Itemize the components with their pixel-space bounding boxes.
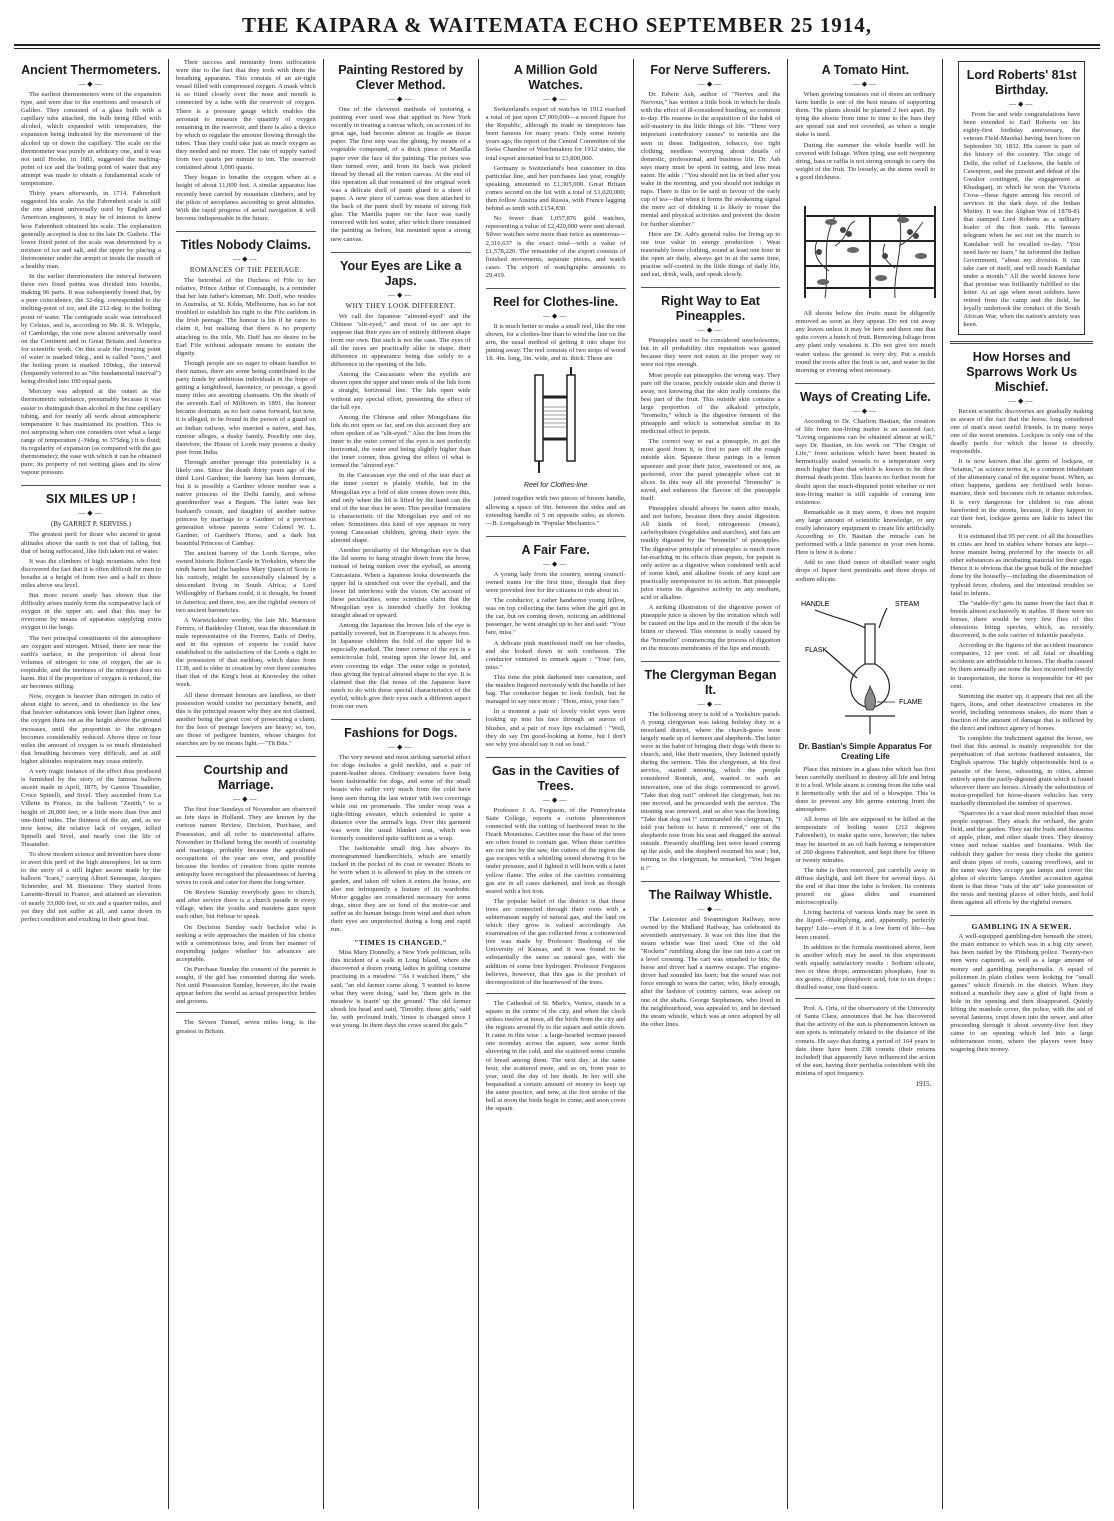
paragraph: A very tragic instance of the effect thus produced is furnished by the story of the famous balloon ascent made in April, 1875, by Gaston Tissandier, Croce Spinelli, and Sivel. They ascended from La Villette in France, in the balloon "Zenith," to a height of 28,000 feet, or a little more than five and one-third miles. The thinness of the air, and, as we now know, the relative lack of oxygen, killed Spinelli and Sivel, and nearly cost the life of Tissandier. xyxy=(21,768,161,848)
paragraph: Among the Caucasians when the eyelids are drawn open the upper and inner ends of the lids form a straight, horizontal line. The lids open wide without any special effort, presenting the effect of the full eye. xyxy=(330,371,471,411)
divider xyxy=(641,881,781,882)
divider xyxy=(486,757,626,758)
article-tomato-hint xyxy=(795,63,935,375)
paragraph: From far and wide congratulations have been extended to Earl Roberts on his eighty-first birthday anniversary, the veteran Field-Marshal having been born on September 30, 1832. His career is part of the history of the country. The siege of Delhi, the relief of Lucknow, the battle of Cawnpore, and the pursuit and defeat of the Gwalior contingent, the engagement at Khudaganj, in which he won the Victoria Cross—these figure among his record of services in the dark days of the Indian Mutiny. It was the Afghan War of 1878-81 that stamped Lord Roberts as a military leader of the first rank. His famous telegram when he set out on the march to Kandahar will be recalled to-day. "You need have no fears," he informed the Indian Government, "about my division. It can take care of itself, and will reach Kandahar under a month." All the world knows how that promise was brilliantly fulfilled to the letter. At an age when most soldiers have retired from the camp and the field, he loyally undertook the conduct of the South African War, when the nation's anxiety was keen. xyxy=(963,111,1081,329)
article-million-gold-watches xyxy=(486,63,626,280)
article-clergyman xyxy=(641,668,781,873)
article-your-eyes xyxy=(331,259,471,712)
column-6 xyxy=(788,59,943,1509)
paragraph: Pineapples should always be eaten after meals, and not before, because then they assist digestion. All kinds of food, nitrogenous (meats), carbohydrates (vegetables and starches), and fats are readily digested by the "bromelin" of pineapples. The digestive principle of pineapples is much more far-reaching in its effects than pepsin, for pepsin is only active as a digestive when combined with acid of some kind, and alkaline foods of any kind are practically unresponsive to its action. But pineapple juice exerts its digestive activity in any medium, acid or alkaline. xyxy=(640,505,781,602)
paragraph: Among the Chinese and other Mongolians the lids do not open so far, and on this account they are often spoken of as "slit-eyed." Also the line from the inner to the outer corner of the eyes is not perfectly horizontal, the outer end being slightly higher than the inner corner, thus giving the effect of what is termed the "almond eye." xyxy=(330,413,471,470)
paragraph: The betrothal of the Duchess of Fife to her relative, Prince Arthur of Connaught, is a reminder that her late father's kinsman, Mr. Duff, who resides in Australia, at St. Kilda, Melbourne, has so far not troubled to establish his right to the Fife earldom in the Irish peerage. The honour is his if he cares to claim it, but realising that there is no property attaching to the title, Mr. Duff has no desire to be Earl Fife without adequate means to sustain the dignity. xyxy=(175,276,316,357)
paragraph: Remarkable as it may seem, it does not require any large amount of scientific knowledge, or any costly laboratory equipment to create life artificially. According to Dr. Bastian the miracle can be performed with a little patience in your own home. Here is how it is done : xyxy=(795,508,936,557)
paragraph: All these dormant honours are landless, so their possession would confer no pecuniary benefit, and this is the principal reason why they are not claimed, another being the great cost of prosecuting a claim, for the fees of peerage lawyers are heavy; so, too, are those of pedigree hunters, whose charges for searches are by no means light.—"Tit Bits." xyxy=(175,691,316,748)
paragraph: A well-equipped gambling-den beneath the street, the main entrance to which was in a big city sewer, has been raided by the Pittsburg police. Twenty-two men were captured, as well as a large amount of money and gambling paraphernalia. A squad of policemen in plain clothes were looking for "small games" which flourish in the district. When they noticed a manhole they saw a glint of light from a hole in the opening and then disappeared. Quietly lifting the manhole cover, the police, with the aid of several lanterns, crept down into the sewer, and after proceeding through it about seventy-five feet they came to an opening which led into a large subterranean room, where the players were busy wagering their money. xyxy=(950,933,1094,1054)
article-lord-roberts xyxy=(958,61,1085,335)
headline: A Million Gold Watches. xyxy=(513,63,598,92)
paragraph: According to the figures of the accident insurance companies, 12 per cent. of all fatal or disabling accidents are attributable to horses. The deaths caused by them annually are none the less incurred indirectly to transportation, the horse is responsible for 40 per cent. xyxy=(950,642,1094,690)
paragraph: During the summer the whole hurdle will be covered with foliage. When tying, use soft twopenny string, bass or raffia is not strong enough to carry the weight of the fruit. Tie loosely, as the stems swell to a good thickness. xyxy=(795,141,936,181)
article-gambling-in-sewer xyxy=(950,922,1093,1054)
paragraph: But more recent study has shown that the difficulty arises mainly from the comparative lack of oxygen in the upper air, and that this may be overcome by means of apparatus supplying extra oxygen to the lungs. xyxy=(21,592,161,632)
headline: A Fair Fare. xyxy=(521,542,590,557)
paragraph: On Decision Sunday each bachelor who is seeking a wife approaches the maiden of his choice with a ceremonious bow, and from her manner of responding judges whether his advances are acceptable. xyxy=(175,923,316,963)
paragraph: A young lady from the country, seeing council-owned trams for the first time, thought that they were provided free for the citizens to ride about in. xyxy=(485,570,626,594)
paragraph: "Sparrows do a vast deal more mischief than most people suppose. They attack the orchard, the grain field, and the garden. They eat the buds and blossoms of apple, plum, and other shade trees. They destroy vines and refuse stables and fountains. With the rubbish they gather for nests they choke the gutters and drain pipes of roofs, causing overflows, and in the same way they occupy gas lamps and cover the globes of electric lamps. Another accusation against them is that these "rats of the air" take possession of the nests and nesting places of other birds, and hold them against all efforts by the rightful owners. xyxy=(950,810,1094,907)
article-ancient-thermometers xyxy=(21,63,161,477)
paragraph: According to Dr. Charlton Bastian, the creation of life from non-living matter is an assured fact. "Living organisms can be obtained almost at will," says Dr. Bastian, in his work on "The Origin of Life," from solutions which have been heated in hermetically sealed vessels to a temperature very much higher than that which is known to be their thermal death point. This leaves no further room for doubt upon the much-disputed point whether or not non-living matter is still capable of coming into existence. xyxy=(795,417,936,506)
headline: Ways of Creating Life. xyxy=(799,389,931,404)
divider xyxy=(331,252,471,253)
headline: Titles Nobody Claims. xyxy=(180,237,312,252)
paragraph: Germany is Switzerland's best customer in this particular line, and her purchases last year, roughly speaking, amounted to £1,305,000. Great Britain comes second on the list with a total of £1,020,000; then follow Austria and Russia, with France lagging behind as tenth with £154,830. xyxy=(485,164,626,213)
clothes-reel-illustration xyxy=(511,367,601,477)
paragraph: A Warwickshire worthy, the late Mr. Marmion Ferrers, of Baddesley Clinton, was the descendant in male representative of the Ferrers, Earls of Derby, and in the opinion of experts he could have established to the satisfaction of the Lords a right to the possession of that earldom, which dates from 1138, and is older in creation by over three centuries than that of the King's host at Knowsley the other week. xyxy=(175,616,316,689)
paragraph: On Purchase Sunday the consent of the parents is sought, if the girl has consented during the week. Not until Possession Sunday, however, do the twain appear before the world as actual prospective brides and grooms. xyxy=(175,966,316,1006)
column-3 xyxy=(324,59,479,1509)
paragraph: Thirty years afterwards, in 1714, Fahrenheit suggested his scale. As the Fahrenheit scale is still the one almost universally used by English and American engineers, it may be of interest to know how Fahrenheit obtained his scale. The explanation generally accepted is due to the late Dr. Guthrie. The lower fixed point of the scale was determined by a mixture of ice and salt, and the upper by placing a thermometer under the armpit or inside the mouth of a healthy man. xyxy=(21,190,161,270)
paragraph: The greatest peril for those who ascend to great altitudes above the earth is not that of falling, but that of being suffocated, like fish taken out of water. xyxy=(21,531,161,555)
article-gas-in-trees xyxy=(486,764,626,1113)
divider xyxy=(795,383,935,384)
article-fashions-for-dogs xyxy=(331,726,471,1030)
headline: How Horses and Sparrows Work Us Mischief. xyxy=(966,349,1078,394)
byline: (By GARRET P. SERVISS.) xyxy=(50,520,131,529)
ornament xyxy=(331,743,471,751)
paragraph: Dr. Edwin Ash, author of "Nerves and the Nervous," has written a little book in which he deals with the effect of ill-considered hustling, so common to-day. His reasons to the acquisition of the habit of self-mastery in the little things of life. "Three very important contributory causes" to neuritis are the seen in these. Indigestion, tobacco, too tight clothing, needless worrying about details of domestic, professional, and business life. Dr. Ash says many must be spent in eating, and less meat eaten. He adds : "You should not lie in bed after you wake in the morning, and you should not indulge in naps. There is this to be said in favour of the early cup of tea—that when it forms the awakening signal the mere act of drinking it is likely to rouse the mental and physical activities and prevent the desire for further slumber." xyxy=(640,91,781,228)
label-flask: FLASK xyxy=(805,646,828,654)
paragraph: This time the pink darkened into carnation, and the maiden fingered nervously with the handle of her bag. The conductor began to look foolish, but he managed to say once more : "Hem, miss, your fare." xyxy=(485,673,626,706)
headline: A Tomato Hint. xyxy=(821,63,910,77)
paragraph: Though people are so eager to obtain handles to their names, there are some being contributed to the party funds by ambitious individuals in the hope of getting a knighthood, baronetcy, or peerage, a good many titles are awaiting claimants. On the death of the seventh Earl of Milltown in 1891, the honour became dormant, as no heir came forward, but now, it is alleged, to be found in the person of a guard on an Indian railway, who married a native, and has, rumour alleges, a dusky family. Possibly one day, therefore, the House of Lords may possess a dusky peer from India. xyxy=(175,359,316,456)
article-reel-for-clothes-line xyxy=(486,295,626,528)
ornament xyxy=(331,291,471,299)
paragraph: The following story is told of a Yorkshire parish. A young clergyman was taking holiday duty in a moorland district, where the church-goers were largely made up of farmers and shepherds. The latter were in the habit of bringing their dogs with them to church, and, like their masters, they listened quietly during the sermon. This the clergyman, at his first service, started intoning, which the people considered Romish, and, wanted to such an innovation, one of the dogs commenced to growl. "Take that dog out!" ordered the clergyman, but no one moved, and he proceeded with the service. The intoning was renewed, and so also was the howling. "Take that dog out !" commanded the clergyman, "I told you before to have it removed," one of the shepherds rose from his seat and dragged the animal outside. Presently shuffling feet were heard coming up the aisle, and the shepherd resumed his seat ; but, turning to the clergyman, he remarked, "You began it !" xyxy=(640,710,781,872)
ornament xyxy=(641,80,781,88)
paragraph: Among the Japanese the brown lids of the eye is partially covered, but in Europeans it is always free. In Japanese children the fold of the upper lid is especially marked. The inner corner of the eye is a semicircular fold, resting upon the lower lid, and even covering its edge. The outer edge is pointed, thus giving the typical almond shape to the eye. It is claimed that the flat noses of the Japanese have much to do with these special characteristics of the eyelid, which give their eyes such a different aspect from our own. xyxy=(330,622,471,710)
article-a-fair-fare xyxy=(486,543,626,749)
divider xyxy=(950,341,1093,344)
apparatus-illustration xyxy=(795,588,943,738)
divider xyxy=(176,756,316,757)
paragraph: It was the climbers of high mountains who first discovered the fact that it is often difficult for men to breathe at a height of from two and a half to three miles above sea level. xyxy=(21,557,161,589)
paragraph: Professor J. A. Ferguson, of the Pennsylvania State College, reports a curious phenomenon connected with the cutting of hardwood trees in the Ozark Mountains. Cavities near the base of the trees are often found to contain gas. When these cavities are cut into by the saw, the cutters of the region the gas escapes with a whistling sound showing it to be under pressure, and if lighted it will burn with a faint yellow flame. The sides of the cavities containing gas are in all cases darkened, and look as though seared with a hot iron. xyxy=(485,806,626,895)
divider xyxy=(21,485,161,486)
paragraph: To complete the indictment against the horse, we find that this animal is mainly responsible for the perpetuation of that serious feathered nuisance, the English sparrow. The highly objectionable bird is a parasite of the horse, subsisting, in cities, almost entirely upon the partly-digested grain which is found wherever there are horses. Already the substitution of motor-propelled for horse-drawn vehicles has very markedly diminished the number of sparrows. xyxy=(950,735,1094,807)
paragraph: A striking illustration of the digestive power of pineapple juice is shown by the irritation which will be caused on the lips and in the mouth if the skin be bitten or chewed. This soreness is really caused by the "bromelin" commencing the process of digestion on the mucous membranes of the lips and mouth. xyxy=(640,604,781,652)
article-railway-whistle xyxy=(641,888,781,1029)
paragraph: They began to breathe the oxygen when at a height of about 11,000 feet. A similar apparatus has recently been carried by mountain climbers, and by the pilots of aeroplanes ascending to great altitudes. With the rapid progress of aerial navigation it will become indispensable in the future. xyxy=(175,174,316,222)
divider xyxy=(641,661,781,662)
paragraph: The first four Sundays of November are observed as fete days in Holland. They are known by the curious names Review, Decision, Purchase, and Possession, and all refer to matrimonial affairs. November in Holland being the month of courtship and marriage, probably because the agricultural occupations of the year are over, and possibly because the hordes of creation from quite remote antiquity have recognised the pleasantness of having wives to cook and cater for them the long winter. xyxy=(175,806,316,887)
paragraph: It is much better to make a small reel, like the one shown, for a clothes-line than to wind the line on the arm, the usual method of getting it into shape for putting away. The reel consists of two strips of wood 1ft. 4in. long, 3in. wide, and in. thick. These are xyxy=(485,322,626,363)
ornament xyxy=(21,509,161,517)
headline: GAMBLING IN A SEWER. xyxy=(971,922,1072,932)
paragraph: Their success and immunity from suffocation were due to the fact that they took with them the breathing apparatus. This consists of an air-tight vessel filled with compressed oxygen. A mask which is so fitted closely over the nose and mouth is connected by a tube with the reservoir of oxygen. There is a pressure gauge which enables the aeronaut to measure the quantity of oxygen remaining in the reservoir, and there is also a device by which to regulate the amount flowing through the tubes. Thus they could take just as much oxygen as they needed and no more. The rate of supply varied from two quarts per minute to ten. The reservoir contained about 1,000 quarts. xyxy=(175,59,316,172)
headline: Courtship and Marriage. xyxy=(203,763,289,793)
masthead: THE KAIPARA & WAITEMATA ECHO SEPTEMBER 25 1914, xyxy=(241,13,873,37)
paragraph: The fashionable small dog has always its monogrammed handkerchiefs, which are smartly tucked in the pocket of its coat or sweater. Boots to be worn when it is allowed to play in the streets or garden, and taken off when it enters the house, are also not infrequently a feature of its wardrobe. Motor goggles are considered necessary for some dogs, since they are so fond of the motor-car and suffer as do human beings from wind and dust when their eyes are unprotected during a long and rapid run. xyxy=(330,845,471,934)
paragraph: It is estimated that 95 per cent. of all the houseflies in cities are bred in stables where horses are kept—horse manure being preferred by the insects to all other substances as incubating material for their eggs. Hence it is obvious that the great bulk of the mischief done by the housefly—including the dissemination of typhoid fever, cholera, and the intestinal troubles so fatal to infants. xyxy=(950,532,1094,597)
paragraph: The correct way to eat a pineapple, to get the most good from it, is first to pare off the rough outside skin. Squeeze these parings in a lemon squeezer and pour their juice, sweetened or not, as preferred, over the pared pineapple when cut in slices. In this way all the powerful "bromelin" is saved, and enhances the flavour of the pineapple itself. xyxy=(640,438,781,502)
ornament xyxy=(486,95,626,103)
label-handle: HANDLE xyxy=(801,600,830,608)
paragraph: All shoots below the fruits must be diligently removed as soon as they appear. Do not cut away any leaves unless it may be here and there one that quite covers a bunch of fruit. Removing foliage from any plant only weakens it. Do not give too much water unless the ground is very dry. Put a mulch round the roots after the fruit is set, and water in the morning or evening when necessary. xyxy=(795,310,936,374)
figure-caption: Reel for Clothes-line xyxy=(523,482,588,490)
paragraph: The popular belief of the district is that these trees are connected through their roots with a subterranean supply of natural gas, and the land on which they grow is valued accordingly. An examination of the gas collected from a cottonwood tree was made by Professor Bushong of the University of Kansas, and it was found to be substantially the same as natural gas, with the addition of some free hydrogen. Professor Ferguson believes, however, that this gas is the product of decomposition of the heartwood of the trees. xyxy=(485,897,626,986)
paragraph: Switzerland's export of watches in 1912 reached a total of just upon £7,000,000—a record figure for the Republic, although its trade in timepieces has been famous for many years. Only some twenty years ago, the report of the Central Committee of the Swiss Chamber of Watchmakers for 1912 states, the total export amounted but to £3,800,000. xyxy=(485,106,626,162)
ornament xyxy=(963,100,1080,108)
headline: For Nerve Sufferers. xyxy=(650,63,771,77)
label-steam: STEAM xyxy=(895,600,920,608)
paragraph: Recent scientific discoveries are gradually making us aware of the fact that the horse, long considered one of man's most useful friends, is in many ways one of the worst enemies. Lockjaw is only one of the deadly perils for which the horse is directly responsible. xyxy=(950,407,1094,455)
paragraph: The two principal constituents of the atmosphere are oxygen and nitrogen. Mixed, there are near the earth's surface, in the proportion of about four volumes of nitrogen to one of oxygen, the air is respirable, and the inertness of the nitrogen does no harm. But if the proportion of oxygen is reduced, the air becomes stifling. xyxy=(21,634,161,691)
article-nerve-sufferers xyxy=(641,63,781,279)
figure-caption: Dr. Bastian's Simple Apparatus For Creating Life xyxy=(798,741,932,761)
divider xyxy=(795,998,935,999)
paragraph: One of the cleverest methods of restoring a painting ever used was that applied in New York recently in treating a canvas which, on account of its great age, had become almost as fragile as tissue paper. The first step was the gluing, by means of a vegetable compound, of a thick piece of Manilla paper over the face of the painting. The picture was then turned over, and from its back was picked thread by thread all the rotten canvas. At the end of this operation all that remained of the original work was a delicate shell of paint glued to a sheet of paper. A new piece of canvas was then attached to the back of the paint shell by means of strong fish glue. The Manilla paper on the face was easily removed with hot water, after which there remained the painting as before, but mounted upon a strong new canvas. xyxy=(330,106,471,243)
paragraph: Prof. A. Orta, of the observatory of the University of Santa Clara, announces that he has discovered that the activity of the sun is phenomenon known as sun spots is intimately related to the distance of the comets. He says that during a period of 164 years to date there have been 238 comets (their returns included) that apparently have influenced the action of the sun, having their perihelia coincident with the minima of spot frequency. xyxy=(795,1005,936,1077)
paragraph: The "stable-fly" gets its name from the fact that it breeds almost exclusively in stables. If there were no horses, there would be very few flies of this obnoxious biting species, which, as recently discovered, is the sole carrier of infantile paralysis. xyxy=(950,599,1094,640)
paragraph: In the Caucasian eye the end of the tear duct at the inner corner is plainly visible, but in the Mongolian eye a fold of skin comes down over this, and only when the lid is lifted by the hand can the end of the tear duct be seen. This peculiar formation is characteristic of the Mongolian eye and of no other. Sometimes this kind of eye appears in very young Caucasian children, giving their eyes the almond shape. xyxy=(330,472,471,545)
paragraph: Here are Dr. Ash's general rules for living up to our true value in energy production : Wear reasonably loose clothing, sound at least one hour in the open air daily, always get in at the same time, practise self-control in the little things of daily life, and eat, drink, walk, and speak slowly. xyxy=(640,230,781,279)
paragraph: No fewer than 1,057,876 gold watches, representing a value of £2,420,000 were sent abroad. Silver watches were more than twice as numerous—2,316,637 is the exact total—with a value of £1,578,220. The remainder of the export consists of finished movements, separate pieces, and watch cases. The export of watchgraphs amounts to 29,419. xyxy=(485,215,626,279)
ornament xyxy=(331,95,471,103)
ornament xyxy=(176,795,316,803)
paragraph: The conductor, a rather handsome young fellow, was on top collecting the fares when the girl got in the car, but on coming down, noticing an additional passenger, he went straight up to her and said: "Your fare, miss." xyxy=(485,597,626,637)
paragraph: On Review Sunday everybody goes to church, and after service there is a church parade in every village, when the youths and maidens gaze upon each other, but forbear to speak. xyxy=(175,889,316,921)
paragraph: Summing the matter up, it appears that not all the tigers, lions, and other destructive creatures in the world, including venomous snakes, do more than a fraction of the amount of damage that is inflicted by the direct and indirect agency of horses. xyxy=(950,692,1094,733)
paragraph: Living bacteria of various kinds may be seen in the liquid—multiplying, and, apparently, perfectly happy! Life—even if it is a low form of life—has been created. xyxy=(795,909,936,941)
ornament xyxy=(641,700,781,708)
article-six-miles-up xyxy=(21,492,161,923)
paragraph: Now, oxygen is heavier than nitrogen in ratio of about eight to seven, and in obedience to the law that heavier substances sink lower than lighter ones, the oxygen thins out as the height above the ground increases, until the proportion to the nitrogen becomes considerably reduced. Above three or four miles the amount of oxygen is so much diminished that breathing becomes very difficult, and at still higher altitudes respiration may cease entirely. xyxy=(21,693,161,765)
article-ways-of-creating-life xyxy=(795,390,935,1088)
headline: The Clergyman Began It. xyxy=(644,667,777,697)
paragraph: Mercury was adopted at the outset as the thermometric substance, presumably because it was easier to distinguish than alcohol in the fine capillary tubing, and for nearly all work about atmospheric temperature it has maintained its position. This is not surprising when one considers over what a large range of temperature (-39deg. to 375deg.) it is fluid; its regularity of expansion (as compared with the gas thermometer); the ease with which it can be obtained pure; its property of not wetting glass and its slow vapour pressure. xyxy=(21,388,161,477)
headline: Lord Roberts' 81st Birthday. xyxy=(966,68,1077,97)
divider xyxy=(950,915,1093,916)
paragraph: Most people eat pineapples the wrong way. They pare off the coarse, prickly outside skin and throw it away, not knowing that the skin really contains the best part of the fruit. This outside skin contains a large proportion of the alkaloid principle, "bromelin," which is the digestive ferment of the pineapple and which is somewhat similar in its medicinal effect to pepsin. xyxy=(640,371,781,436)
column-1 xyxy=(14,59,169,1509)
headline: The Railway Whistle. xyxy=(648,887,773,902)
paragraph: joined together with two pieces of broom handle, allowing a space of 9in. between the sides and an extending handle of 5 on opposite sides, as shown.—B. Longabaugh in "Popular Mechanics." xyxy=(485,495,626,527)
headline: Gas in the Cavities of Trees. xyxy=(492,763,620,793)
ornament xyxy=(21,80,161,88)
divider xyxy=(176,231,316,232)
label-flame: FLAME xyxy=(899,698,923,706)
divider xyxy=(641,287,781,288)
subheading: ROMANCES OF THE PEERAGE. xyxy=(189,265,302,274)
paragraph: We call the Japanese "almond-eyed" and the Chinese "slit-eyed," and most of us are apt to suppose that their eyes are of entirely different shape from our own. But such is not the case. The eyes of all the races are practically alike in shape, their difference in appearance being due solely to a difference in the opening of the lids. xyxy=(330,312,471,369)
paragraph: Add to one fluid ounce of distilled water eight drops of liquor ferri pernitratis and three drops of sodium silicate. xyxy=(795,559,936,583)
article-six-miles-up-continued xyxy=(176,59,316,223)
column-5 xyxy=(634,59,789,1509)
paragraph: To show modern science and invention have done to avert this peril of the high atmosphere, let us turn to the story of a still higher ascent made by the balloon "Icare," carrying Albert Senouque, Jacques Schneider, and M. Bienaime. They started from Lamotte-Breuil in France, and attained an elevation of nearly 33,000 feet, or six and a quarter miles, and yet they did not suffer at all, and came down in perfect condition and exulting in their great feat. xyxy=(21,850,161,923)
headline: Your Eyes are Like a Japs. xyxy=(340,258,462,288)
paragraph: The Leicester and Swannington Railway, now owned by the Midland Railway, has celebrated its seventieth anniversary. It was on this line that the steam whistle was first used. One of the old "Rockets" rumbling along the line ran into a cart on a level crossing. The cart was smashed to bits; the horse and driver had a narrow escape. The engine-driver had sounded his horn; but the sound was not force enough to warn the carter, who, likely enough, after the fashion of country carters, was asleep on one of the shafts. George Stephenson, who lived in the neighbourhood, was appealed to, and he devised the steam whistle, which was at once adopted by all the other lines. xyxy=(640,915,781,1028)
paragraph: The Cathedral of St. Mark's, Venice, stands in a square in the centre of the city, and when the clock strikes twelve at noon, all the birds from the city and the regions around fly to the square and settle down. It came in this wise : a large-hearted woman passed one noonday across the square, saw some birds shivering in the cold, and she scattered some crumbs of bread among them. The next day, at the same hour, she scattered more, and so on, from year to year, until the day of her death. In her will she bequeathed a certain amount of money to keep up the same practice, and now, at the first stroke of the bell at noon the birds begin to come, and soon cover the square. xyxy=(485,999,626,1113)
paragraph: In the earlier thermometers the interval between these two fixed points was divided into fourths, making 96 parts. It was subsequently found that, by a pure coincidence, the 32-deg. corresponded to the melting-point of ice, and the 212-deg. to the boiling point of water. The centigrade scale was introduced by Celsius, and is, according to Mr. R. S. Whipple, of Cambridge, the one now almost universally used on the Continent and in Great Britain and America for scientific work. On this scale the freezing point of water is marked 0deg., and is called "zero," and the boiling point is marked 100deg., the interval (frequently referred to as "the fundamental interval") being divided into 100 equal parts. xyxy=(21,273,161,386)
paragraph: Through another peerage this potentiality is a likely one. Since the death thirty years ago of the third Lord Gardner, the barony has been dormant, but it is possibly a Gardner whose mother was a native princess of the Delhi family, and whose grandmother was a Begum. The latter was her husband's cousin, and daughter of another native princess by marriage to a Gardner of a previous generation whose parents were Colonel W. L. Gardner, of Gardner's Horse, and a dark but beautiful Princess of Cambay. xyxy=(175,458,316,547)
subheading: WHY THEY LOOK DIFFERENT. xyxy=(345,301,456,310)
headline: Fashions for Dogs. xyxy=(344,726,458,741)
paragraph: The earliest thermometers were of the expansion type, and were due to the exertions and research of Galileo. They consisted of a glass bulb with a capillary tube attached, the bulb being filled with alcohol, which expanded with temperature, the expansion being indicated by the movement of the alcohol up or down the capillary. The scale on the thermometer was purely an arbitrary one, and it was not until Hooke, in 1681, suggested the melting-point of ice and the boiling point of water that any attempt was made to obtain a fundamental scale of temperature. xyxy=(21,91,161,188)
headline: Painting Restored by Clever Method. xyxy=(338,63,464,92)
column-4 xyxy=(479,59,634,1509)
ornament xyxy=(176,255,316,263)
divider xyxy=(486,536,626,537)
divider xyxy=(486,993,626,994)
subheading: "TIMES IS CHANGED." xyxy=(354,938,448,948)
divider xyxy=(176,1012,316,1013)
paragraph: Miss Mary Donnelly, a New York politician, tells this incident of a walk in Long Island, where she discovered a dozen young ladies in golfing costume practising in a meadow. "As I watched them," she said, "an old farmer came along. 'I wanted to know what they were doing,' said he, 'them girls in the meadow is tearin' up the ground.' The old farmer shook his head and said, 'Timothy, those girls,' said he, with profound truth, 'times is changed since I was young. In them days the cows scared the gals.'" xyxy=(330,949,471,1029)
ornament xyxy=(795,407,935,415)
paragraph: All forms of life are supposed to be killed at the temperature of boiling water (212 degrees Fahrenheit), to make quite sure, however, the tubes may be inserted in an oil bath having a temperature of 260 degrees Fahrenheit, and kept there for fifteen or twenty minutes. xyxy=(795,816,936,864)
article-pineapples xyxy=(641,294,781,653)
article-courtship-and-marriage xyxy=(176,763,316,1035)
ornament xyxy=(641,905,781,913)
article-horses-and-sparrows xyxy=(950,350,1093,908)
headline: Right Way to Eat Pineapples. xyxy=(661,294,760,324)
divider xyxy=(486,288,626,289)
paragraph: Place this mixture in a glass tube which has first been carefully sterilised to destroy all life and bring it to a boil. While steam is coming from the tube seal it hermetically with the aid of a blowpipe. This is done to prevent any life germs entering from the atmosphere. xyxy=(795,765,936,814)
paragraph: In addition to the formula mentioned above, here is another which may be used in this experiment with equally satisfactory results : Sodium silicate, two or three drops; ammonium phosphate, four to six grains ; dilute phosphoric acid, four to six drops ; distilled water, one fluid ounce. xyxy=(795,943,936,992)
paragraph: Pineapples used to be considered unwholesome, but in all probability this reputation was gained because they were not eaten in the proper way or were not ripe enough. xyxy=(640,337,781,369)
column-7 xyxy=(943,59,1100,1509)
paragraph: The Severn Tunnel, seven miles long, is the greatest in Britain. xyxy=(175,1019,316,1035)
masthead-rule xyxy=(14,44,1100,49)
article-painting-restored xyxy=(331,63,471,244)
ornament xyxy=(795,80,935,88)
paragraph: The very newest and most striking sartorial effect for dogs includes a gold necklet, and a pair of patent-leather shoes. Ordinary sweaters have long been fashionable for dogs, and some of the small beasts who suffer very much from the cold have been seen during the last winter with two coverings while out on promenade. The under wrap was a tight-fitting sweater, which extended to quite a distance over the animal's legs. Over this garment was worn the usual blanket coat, which was formerly considered quite sufficient as a wrap. xyxy=(330,754,471,843)
article-titles-nobody-claims xyxy=(176,238,316,748)
divider xyxy=(331,719,471,720)
ornament xyxy=(950,397,1093,405)
paragraph: In a moment a pair of lovely violet eyes were looking up into his face through an aurora of blushes, and a pair of rosy lips exclaimed : "Well, they do say I'm good-looking at home, but I don't see why you should say it out so loud." xyxy=(485,708,626,748)
ornament xyxy=(486,796,626,804)
paragraph: It is now known that the germ of lockjaw, or "tetanus," as science terms it, is a common inhabitant of the alimentary canal of the equine beast. When, as often happens, gardens are fertilised with horse-manure, their soil becomes rich in tetanus microbes. It is very dangerous for children to run about barefooted in the streets, because, if they happen to cut their feet, lockjaw germs are liable to infect the wounds. xyxy=(950,458,1094,530)
ornament xyxy=(486,312,626,320)
headline: SIX MILES UP ! xyxy=(45,492,136,507)
paragraph: When growing tomatoes out of doors an ordinary farm hurdle is one of the best means of supporting them. The plants should be planted 2 feet apart. By tying the shoots from time to time to the bars they are spread out and not crowded, as when a single stake is used. xyxy=(795,91,936,139)
year-note: 1915. xyxy=(915,1080,932,1089)
column-2 xyxy=(169,59,324,1509)
paragraph: Another peculiarity of the Mongolian eye is that the lid seems to hang straight down from the brow, instead of being sunken over the eyeball, as among Caucasians. When a Japanese looks downwards the upper lid is stretched out over the eyeball, and the lower lid interferes with the vision. On account of these peculiarities, some scientists claim that the Mongolian eye is intended chiefly for looking straight ahead or upward. xyxy=(330,547,471,619)
ornament xyxy=(641,326,781,334)
paragraph: A delicate pink manifested itself on her cheeks, and she looked down in soft confusion. The conductor ventured to remark again : "Your fare, miss." xyxy=(485,639,626,671)
headline: Reel for Clothes-line. xyxy=(493,294,619,309)
headline: Ancient Thermometers. xyxy=(21,63,161,77)
ornament xyxy=(486,560,626,568)
columns xyxy=(14,59,1100,1509)
tomato-hurdle-illustration xyxy=(795,186,943,306)
paragraph: The tube is then removed, put carefully away in diffuse daylight, and left there for several days. At the end of that time the tube is broken. Its contents poured on glass slides and examined microscopically. xyxy=(795,866,936,907)
paragraph: The ancient barony of the Lords Scrope, who owned historic Bolton Castle in Yorkshire, where the ninth baron had the hapless Mary Queen of Scots in his custody, might be successfully claimed by a descendant living in South Africa; a Lord Willoughby of Parham could, it is thought, be found in America; and there, too, are the rightful owners of two ancient baronetcies. xyxy=(175,549,316,614)
